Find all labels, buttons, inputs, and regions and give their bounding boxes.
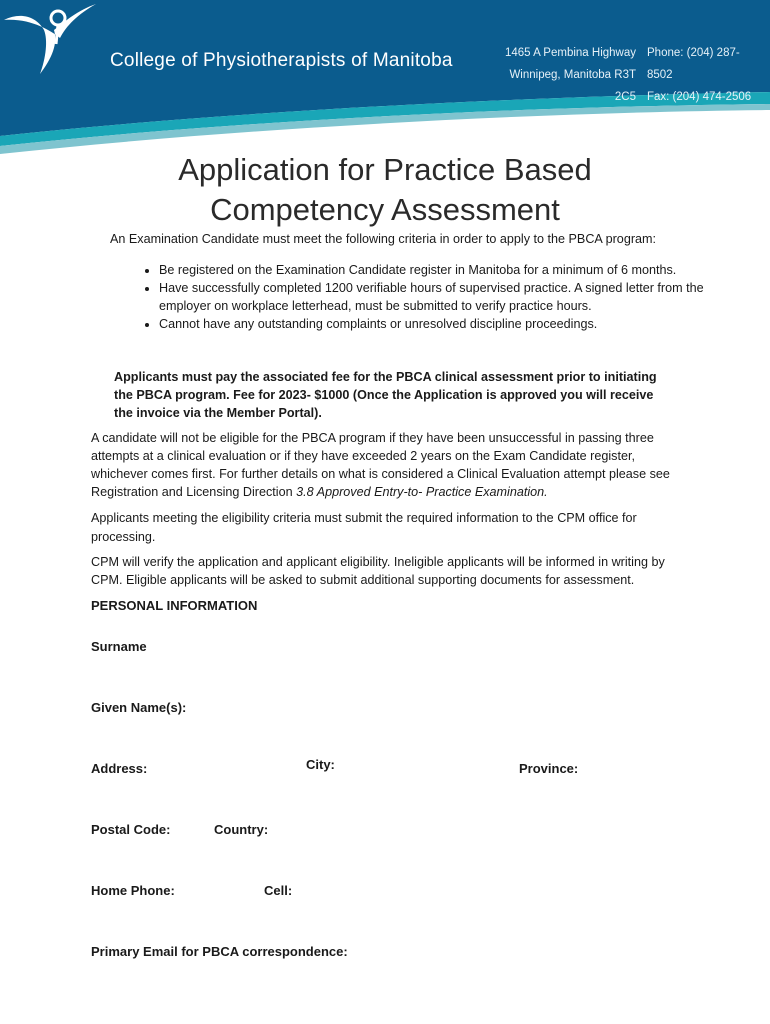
cell-label: Cell: (264, 883, 293, 898)
letterhead (0, 0, 770, 160)
verify-text: CPM will verify the application and applicant eligibility. Ineligible applicants will be informed in writing by CPM. Eligible applicants will be asked to submit additional supporting documents for assessment. (91, 555, 665, 587)
college-logo (0, 0, 100, 78)
address-line-1: 1465 A Pembina Highway (504, 47, 636, 59)
postal-code-label: Postal Code: (91, 822, 171, 837)
criteria-list (137, 261, 719, 333)
eligibility-text (91, 429, 691, 501)
org-name: College of Physiotherapists of Manitoba (110, 50, 453, 71)
apply-text: Applicants meeting the eligibility criteria must submit the required information to the CPM office for processing. (91, 511, 637, 544)
address-label: Address: (91, 761, 148, 776)
address-line-2: Winnipeg, Manitoba R3T 2C5 (509, 69, 636, 103)
page-title: Application for Practice Based Competency Assessment (178, 152, 592, 227)
country-label: Country: (214, 822, 269, 837)
phone-number: Phone: (204) 287-8502 (647, 47, 740, 81)
eligibility-body: A candidate will not be eligible for the PBCA program if they have been unsuccessful in passing three attempts at a clinical evaluation or if they have exceeded 2 years on the Exam Candidate register, whichever comes first. For further details on what is considered a Clinical Evaluation attempt please see Registration and Licensing Direction (91, 431, 670, 499)
province-label: Province: (519, 761, 579, 776)
fee-notice: Applicants must pay the associated fee for the PBCA clinical assessment prior to initiating the PBCA program. Fee for 2023- $1000 (Once the Application is approved you will receive the invoice via the Member Portal). (114, 370, 657, 420)
intro-text: An Examination Candidate must meet the following criteria in order to apply to the PBCA program: (110, 232, 657, 246)
fax-number: Fax: (204) 474-2506 (647, 91, 752, 103)
surname-label: Surname (91, 639, 147, 654)
email-label: Primary Email for PBCA correspondence: (91, 944, 348, 959)
city-label: City: (306, 757, 335, 772)
address-block (488, 42, 636, 108)
list-item: • Be registered on the Examination Candidate register in Manitoba for a minimum of 6 months. (159, 261, 719, 279)
section-title: PERSONAL INFORMATION (91, 598, 258, 613)
contact-block (647, 42, 765, 108)
given-names-label: Given Name(s): (91, 700, 187, 715)
list-item: • Have successfully completed 1200 verifiable hours of supervised practice. A signed letter from the employer on workplace letterhead, must be submitted to verify practice hours. (159, 279, 719, 315)
list-item: • Cannot have any outstanding complaints or unresolved discipline proceedings. (159, 315, 719, 333)
eligibility-reference: 3.8 Approved Entry-to- Practice Examination. (296, 485, 548, 499)
home-phone-label: Home Phone: (91, 883, 175, 898)
